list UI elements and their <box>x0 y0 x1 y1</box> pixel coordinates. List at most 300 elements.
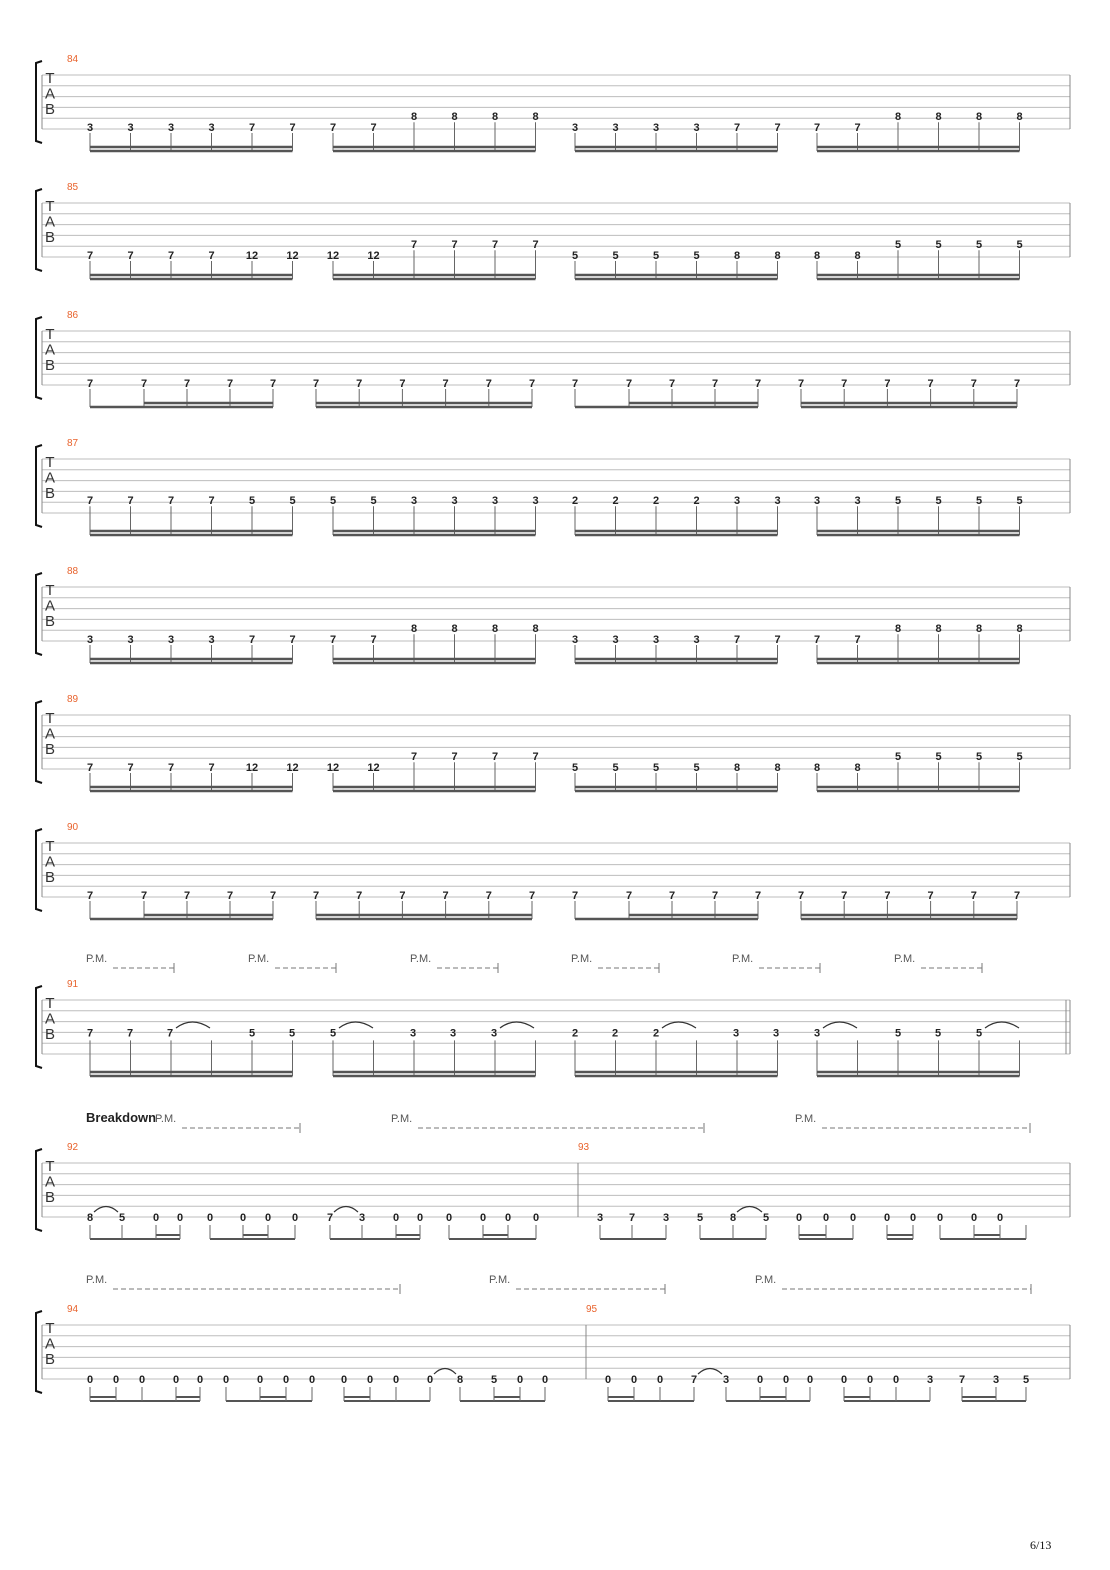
fret-number: 7 <box>166 1027 174 1040</box>
fret-number: 3 <box>854 495 861 508</box>
fret-number: 0 <box>656 1374 664 1386</box>
palm-mute-label: P.M. <box>489 1274 511 1286</box>
fret-number: 3 <box>86 634 94 646</box>
fret-number: 7 <box>86 495 94 508</box>
fret-number: 7 <box>491 751 499 764</box>
tab-clef-letter: T <box>45 1158 55 1175</box>
fret-number: 7 <box>797 378 805 390</box>
fret-number: 8 <box>1016 111 1023 124</box>
fret-number: 7 <box>774 634 781 646</box>
fret-number: 12 <box>367 250 380 262</box>
palm-mute-label: P.M. <box>571 953 593 965</box>
tab-staff-84 <box>36 61 1070 143</box>
fret-number: 3 <box>732 1027 740 1040</box>
fret-number: 0 <box>392 1212 400 1224</box>
tab-clef-letter: B <box>44 613 56 630</box>
fret-number: 7 <box>841 378 848 390</box>
fret-number: 2 <box>652 495 660 508</box>
fret-number: 12 <box>367 762 380 774</box>
fret-number: 5 <box>975 239 983 252</box>
fret-number: 7 <box>183 890 191 902</box>
system-bracket <box>36 61 42 143</box>
fret-number: 0 <box>172 1374 180 1386</box>
measure-number: 95 <box>586 1304 598 1315</box>
fret-number: 5 <box>612 762 619 774</box>
fret-number: 3 <box>813 1027 821 1040</box>
fret-number: 0 <box>840 1374 848 1386</box>
measure-number: 91 <box>67 979 79 990</box>
fret-number: 3 <box>652 634 660 646</box>
fret-number: 0 <box>970 1212 978 1224</box>
tab-clef-letter: A <box>44 1335 56 1353</box>
fret-number: 3 <box>652 122 660 134</box>
fret-number: 7 <box>208 762 215 774</box>
fret-number: 7 <box>884 378 891 390</box>
fret-number: 5 <box>289 495 296 508</box>
fret-number: 7 <box>711 890 719 902</box>
fret-number: 3 <box>612 122 619 134</box>
fret-number: 7 <box>1013 378 1021 390</box>
fret-number: 7 <box>797 890 805 902</box>
palm-mute-label: P.M. <box>410 953 432 965</box>
fret-number: 5 <box>118 1212 126 1224</box>
tab-clef-letter: T <box>45 995 55 1012</box>
fret-number: 7 <box>754 890 762 902</box>
fret-number: 8 <box>1016 623 1023 636</box>
fret-number: 3 <box>451 495 458 508</box>
palm-mute-label: P.M. <box>755 1274 777 1286</box>
tie-arc <box>500 1022 534 1028</box>
fret-number: 0 <box>892 1374 900 1386</box>
fret-number: 7 <box>628 1212 636 1224</box>
tie-arc <box>698 1369 722 1375</box>
fret-number: 5 <box>696 1212 704 1224</box>
fret-number: 7 <box>668 378 676 390</box>
fret-number: 3 <box>693 634 700 646</box>
fret-number: 0 <box>630 1374 638 1386</box>
fret-number: 0 <box>239 1212 247 1224</box>
fret-number: 3 <box>167 122 175 134</box>
fret-number: 2 <box>571 495 579 508</box>
fret-number: 7 <box>491 239 499 252</box>
tab-staff-94 <box>36 1311 1070 1393</box>
fret-number: 8 <box>729 1212 737 1224</box>
fret-number: 8 <box>894 111 902 124</box>
palm-mute-label: P.M. <box>732 953 754 965</box>
measure-number: 87 <box>67 438 79 449</box>
fret-number: 8 <box>86 1212 94 1224</box>
fret-number: 7 <box>167 250 175 262</box>
fret-number: 8 <box>532 623 539 636</box>
tab-clef-letter: B <box>44 1026 56 1043</box>
fret-number: 8 <box>410 111 418 124</box>
fret-number: 0 <box>516 1374 524 1386</box>
fret-number: 5 <box>935 239 942 252</box>
fret-number: 0 <box>152 1212 160 1224</box>
tab-staff-90 <box>36 829 1070 911</box>
fret-number: 7 <box>126 1027 134 1040</box>
fret-number: 3 <box>410 495 418 508</box>
fret-number: 0 <box>795 1212 803 1224</box>
fret-number: 7 <box>167 495 175 508</box>
fret-number: 3 <box>733 495 741 508</box>
palm-mute-label: P.M. <box>894 953 916 965</box>
fret-number: 7 <box>884 890 891 902</box>
tab-clef-letter: T <box>45 582 55 599</box>
fret-number: 0 <box>176 1212 184 1224</box>
fret-number: 5 <box>490 1374 498 1386</box>
fret-number: 7 <box>226 890 234 902</box>
fret-number: 5 <box>329 1027 337 1040</box>
fret-number: 7 <box>208 495 215 508</box>
tab-staff-87 <box>36 445 1070 527</box>
fret-number: 0 <box>909 1212 917 1224</box>
fret-number: 5 <box>1016 495 1023 508</box>
fret-number: 7 <box>312 890 320 902</box>
fret-number: 5 <box>571 250 579 262</box>
fret-number: 5 <box>935 495 942 508</box>
fret-number: 7 <box>571 378 579 390</box>
fret-number: 7 <box>711 378 719 390</box>
tab-staff-89 <box>36 701 1070 783</box>
fret-number: 7 <box>248 122 256 134</box>
fret-number: 0 <box>806 1374 814 1386</box>
fret-number: 0 <box>996 1212 1004 1224</box>
fret-number: 5 <box>248 495 256 508</box>
fret-number: 8 <box>532 111 539 124</box>
fret-number: 8 <box>451 111 458 124</box>
palm-mute-label: P.M. <box>86 1274 108 1286</box>
page-number: 6/13 <box>1030 1538 1052 1552</box>
fret-number: 7 <box>927 890 934 902</box>
palm-mute-label: P.M. <box>795 1113 817 1125</box>
fret-number: 7 <box>854 634 861 646</box>
fret-number: 0 <box>366 1374 374 1386</box>
fret-number: 0 <box>264 1212 272 1224</box>
fret-number: 5 <box>571 762 579 774</box>
fret-number: 7 <box>442 890 449 902</box>
fret-number: 8 <box>813 250 821 262</box>
fret-number: 7 <box>183 378 191 390</box>
tab-clef-letter: B <box>44 101 56 118</box>
fret-number: 8 <box>935 111 942 124</box>
measure-number: 94 <box>67 1304 79 1315</box>
tab-staff-86 <box>36 317 1070 399</box>
fret-number: 7 <box>86 378 94 390</box>
measure-number: 88 <box>67 566 79 577</box>
fret-number: 7 <box>86 762 94 774</box>
fret-number: 7 <box>226 378 234 390</box>
fret-number: 0 <box>86 1374 94 1386</box>
fret-number: 7 <box>127 250 134 262</box>
fret-number: 0 <box>936 1212 944 1224</box>
tab-clef-letter: B <box>44 1351 56 1368</box>
fret-number: 5 <box>975 751 983 764</box>
fret-number: 5 <box>693 762 700 774</box>
fret-number: 7 <box>370 122 377 134</box>
fret-number: 7 <box>625 890 633 902</box>
fret-number: 5 <box>693 250 700 262</box>
fret-number: 3 <box>662 1212 670 1224</box>
fret-number: 7 <box>442 378 449 390</box>
fret-number: 0 <box>138 1374 146 1386</box>
fret-number: 5 <box>612 250 619 262</box>
tie-arc <box>823 1022 857 1028</box>
fret-number: 7 <box>485 378 492 390</box>
fret-number: 7 <box>289 122 296 134</box>
fret-number: 0 <box>112 1374 120 1386</box>
fret-number: 7 <box>970 378 977 390</box>
fret-number: 7 <box>370 634 377 646</box>
fret-number: 0 <box>291 1212 299 1224</box>
fret-number: 7 <box>625 378 633 390</box>
fret-number: 0 <box>426 1374 434 1386</box>
fret-number: 7 <box>1013 890 1021 902</box>
fret-number: 5 <box>975 495 983 508</box>
fret-number: 3 <box>992 1374 1000 1386</box>
fret-number: 8 <box>975 111 983 124</box>
fret-number: 7 <box>399 890 406 902</box>
fret-number: 7 <box>127 762 134 774</box>
tab-clef-letter: A <box>44 85 56 103</box>
fret-number: 3 <box>449 1027 457 1040</box>
system-bracket <box>36 986 42 1068</box>
fret-number: 5 <box>934 1027 942 1040</box>
fret-number: 3 <box>86 122 94 134</box>
tie-arc <box>334 1207 358 1213</box>
fret-number: 7 <box>86 1027 94 1040</box>
fret-number: 7 <box>774 122 781 134</box>
fret-number: 0 <box>604 1374 612 1386</box>
fret-number: 8 <box>451 623 458 636</box>
fret-number: 0 <box>282 1374 290 1386</box>
fret-number: 7 <box>528 890 536 902</box>
system-bracket <box>36 701 42 783</box>
fret-number: 7 <box>329 122 337 134</box>
fret-number: 7 <box>356 378 363 390</box>
fret-number: 7 <box>733 634 741 646</box>
fret-number: 8 <box>774 250 781 262</box>
fret-number: 0 <box>541 1374 549 1386</box>
tab-clef-letter: T <box>45 710 55 727</box>
tab-clef-letter: T <box>45 838 55 855</box>
fret-number: 8 <box>410 623 418 636</box>
fret-number: 7 <box>668 890 676 902</box>
fret-number: 7 <box>248 634 256 646</box>
fret-number: 3 <box>612 634 619 646</box>
fret-number: 3 <box>813 495 821 508</box>
fret-number: 7 <box>289 634 296 646</box>
system-bracket <box>36 573 42 655</box>
tie-arc <box>434 1369 456 1375</box>
fret-number: 7 <box>571 890 579 902</box>
fret-number: 7 <box>329 634 337 646</box>
tab-clef-letter: B <box>44 485 56 502</box>
palm-mute-label: P.M. <box>248 953 270 965</box>
fret-number: 5 <box>762 1212 770 1224</box>
fret-number: 0 <box>756 1374 764 1386</box>
fret-number: 0 <box>196 1374 204 1386</box>
fret-number: 7 <box>754 378 762 390</box>
system-bracket <box>36 445 42 527</box>
tab-clef-letter: T <box>45 326 55 343</box>
fret-number: 0 <box>479 1212 487 1224</box>
fret-number: 2 <box>571 1027 579 1040</box>
fret-number: 7 <box>269 890 277 902</box>
fret-number: 8 <box>491 111 499 124</box>
tie-arc <box>737 1207 762 1213</box>
fret-number: 0 <box>416 1212 424 1224</box>
fret-number: 8 <box>894 623 902 636</box>
measure-number: 93 <box>578 1142 590 1153</box>
fret-number: 5 <box>1016 751 1023 764</box>
fret-number: 0 <box>445 1212 453 1224</box>
fret-number: 7 <box>958 1374 966 1386</box>
fret-number: 7 <box>690 1374 698 1386</box>
fret-number: 5 <box>329 495 337 508</box>
tab-clef-letter: B <box>44 869 56 886</box>
tie-arc <box>985 1022 1019 1028</box>
fret-number: 0 <box>822 1212 830 1224</box>
fret-number: 8 <box>733 250 741 262</box>
fret-number: 7 <box>127 495 134 508</box>
fret-number: 8 <box>975 623 983 636</box>
fret-number: 3 <box>532 495 539 508</box>
fret-number: 5 <box>652 762 660 774</box>
fret-number: 7 <box>532 239 539 252</box>
fret-number: 7 <box>451 239 458 252</box>
fret-number: 7 <box>86 250 94 262</box>
measure-number: 89 <box>67 694 79 705</box>
fret-number: 12 <box>326 250 340 262</box>
fret-number: 5 <box>288 1027 296 1040</box>
fret-number: 7 <box>86 890 94 902</box>
fret-number: 7 <box>854 122 861 134</box>
fret-number: 8 <box>456 1374 464 1386</box>
fret-number: 3 <box>774 495 781 508</box>
tab-clef-letter: A <box>44 1010 56 1028</box>
fret-number: 0 <box>504 1212 512 1224</box>
tab-clef-letter: A <box>44 853 56 871</box>
fret-number: 3 <box>490 1027 498 1040</box>
tab-clef-letter: A <box>44 1173 56 1191</box>
fret-number: 0 <box>392 1374 400 1386</box>
tab-clef-letter: T <box>45 70 55 87</box>
measure-number: 85 <box>67 182 79 193</box>
tab-clef-letter: T <box>45 1320 55 1337</box>
fret-number: 0 <box>206 1212 214 1224</box>
tie-arc <box>339 1022 373 1028</box>
tie-arc <box>662 1022 696 1028</box>
fret-number: 12 <box>245 762 259 774</box>
fret-number: 8 <box>854 762 861 774</box>
tab-clef-letter: T <box>45 454 55 471</box>
fret-number: 3 <box>491 495 499 508</box>
tab-staff-91 <box>36 986 1070 1068</box>
fret-number: 7 <box>841 890 848 902</box>
tab-staff-88 <box>36 573 1070 655</box>
fret-number: 8 <box>854 250 861 262</box>
tab-clef-letter: B <box>44 1189 56 1206</box>
fret-number: 5 <box>1022 1374 1030 1386</box>
fret-number: 8 <box>813 762 821 774</box>
fret-number: 8 <box>935 623 942 636</box>
tab-clef-letter: B <box>44 741 56 758</box>
section-label: Breakdown <box>86 1110 157 1125</box>
fret-number: 5 <box>894 1027 902 1040</box>
fret-number: 7 <box>813 122 821 134</box>
system-bracket <box>36 1311 42 1393</box>
fret-number: 5 <box>894 495 902 508</box>
fret-number: 5 <box>894 239 902 252</box>
fret-number: 7 <box>410 239 418 252</box>
fret-number: 7 <box>733 122 741 134</box>
fret-number: 7 <box>970 890 977 902</box>
measure-number: 84 <box>67 54 79 65</box>
fret-number: 0 <box>340 1374 348 1386</box>
fret-number: 7 <box>399 378 406 390</box>
fret-number: 8 <box>733 762 741 774</box>
fret-number: 5 <box>248 1027 256 1040</box>
fret-number: 3 <box>409 1027 417 1040</box>
tab-clef-letter: T <box>45 198 55 215</box>
fret-number: 2 <box>611 1027 619 1040</box>
measure-number: 86 <box>67 310 79 321</box>
fret-number: 7 <box>485 890 492 902</box>
system-bracket <box>36 1149 42 1231</box>
tab-clef-letter: B <box>44 357 56 374</box>
fret-number: 5 <box>1016 239 1023 252</box>
fret-number: 5 <box>652 250 660 262</box>
fret-number: 3 <box>693 122 700 134</box>
tab-staff-85 <box>36 189 1070 271</box>
fret-number: 7 <box>208 250 215 262</box>
fret-number: 3 <box>772 1027 780 1040</box>
fret-number: 0 <box>866 1374 874 1386</box>
fret-number: 12 <box>286 762 299 774</box>
fret-number: 12 <box>326 762 340 774</box>
fret-number: 3 <box>596 1212 604 1224</box>
fret-number: 3 <box>208 122 215 134</box>
fret-number: 3 <box>571 122 579 134</box>
fret-number: 0 <box>883 1212 891 1224</box>
system-bracket <box>36 829 42 911</box>
fret-number: 12 <box>245 250 259 262</box>
fret-number: 8 <box>774 762 781 774</box>
fret-number: 3 <box>571 634 579 646</box>
fret-number: 0 <box>532 1212 540 1224</box>
fret-number: 7 <box>312 378 320 390</box>
fret-number: 12 <box>286 250 299 262</box>
tab-clef-letter: A <box>44 213 56 231</box>
fret-number: 0 <box>849 1212 857 1224</box>
fret-number: 7 <box>528 378 536 390</box>
fret-number: 2 <box>612 495 619 508</box>
system-bracket <box>36 317 42 399</box>
tie-arc <box>176 1022 210 1028</box>
fret-number: 5 <box>975 1027 983 1040</box>
fret-number: 3 <box>926 1374 934 1386</box>
fret-number: 3 <box>722 1374 730 1386</box>
palm-mute-label: P.M. <box>391 1113 413 1125</box>
fret-number: 3 <box>127 634 134 646</box>
measure-number: 90 <box>67 822 79 833</box>
palm-mute-label: P.M. <box>86 953 108 965</box>
fret-number: 3 <box>358 1212 366 1224</box>
fret-number: 7 <box>140 890 148 902</box>
fret-number: 7 <box>140 378 148 390</box>
fret-number: 0 <box>256 1374 264 1386</box>
